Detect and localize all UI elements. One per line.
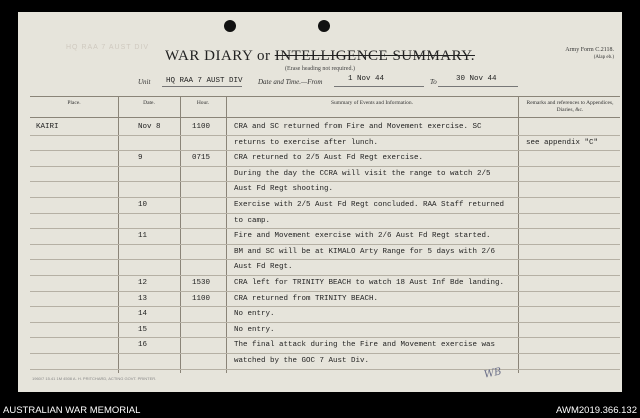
row-summary: The final attack during the Fire and Movement exercise was xyxy=(234,341,496,350)
page-title: WAR DIARY or INTELLIGENCE SUMMARY. xyxy=(165,48,475,64)
row-rule xyxy=(30,275,620,276)
row-date: 9 xyxy=(138,154,143,163)
row-hour: 1100 xyxy=(192,294,211,303)
to-label: To xyxy=(430,78,437,86)
row-summary: BM and SC will be at KIMALO Arty Range for 5 days with 2/6 xyxy=(234,247,496,256)
row-summary: Aust Fd Regt shooting. xyxy=(234,185,334,194)
row-date: 15 xyxy=(138,325,148,334)
punch-hole-left xyxy=(224,20,236,32)
army-form-label: Army Form C.2118. (Alap eb.) xyxy=(565,47,614,60)
row-rule xyxy=(30,166,620,167)
printer-line: 1960/7 15.41 1M 4508 A. H. PRITCHARD, ACTING GOVT. PRINTER. xyxy=(32,376,157,381)
row-rule xyxy=(30,306,620,307)
date-label: Date and Time.—From xyxy=(258,78,323,86)
row-summary: returns to exercise after lunch. xyxy=(234,138,379,147)
row-rule xyxy=(30,369,620,370)
row-remark: see appendix "C" xyxy=(526,138,599,147)
erase-note: (Erase heading not required.) xyxy=(285,66,355,72)
row-date: 10 xyxy=(138,201,148,209)
row-date: 12 xyxy=(138,279,148,287)
unit-value: HQ RAA 7 AUST DIV xyxy=(166,77,243,85)
row-summary: During the day the CCRA will visit the range to watch 2/5 xyxy=(234,169,491,178)
row-summary: No entry. xyxy=(234,310,275,319)
punch-hole-right xyxy=(318,20,330,32)
date-to: 30 Nov 44 xyxy=(456,75,497,83)
col-header-summary: Summary of Events and Information. xyxy=(330,100,414,106)
row-summary: CRA returned from TRINITY BEACH. xyxy=(234,294,379,303)
diary-sheet xyxy=(18,12,622,392)
row-summary: to camp. xyxy=(234,216,271,225)
row-date: 11 xyxy=(138,232,148,241)
row-date: Nov 8 xyxy=(138,123,161,131)
row-rule xyxy=(30,259,620,260)
row-hour: 1100 xyxy=(192,123,211,131)
col-header-remarks: Remarks and references to Appendices, Diaries, &c. xyxy=(526,100,614,113)
row-hour: 1530 xyxy=(192,279,211,287)
diary-table xyxy=(30,96,620,373)
row-rule xyxy=(30,291,620,292)
row-rule xyxy=(30,244,620,245)
handwritten-initials: WB xyxy=(483,366,503,381)
row-summary: No entry. xyxy=(234,325,275,334)
date-from: 1 Nov 44 xyxy=(348,75,385,83)
row-summary: Fire and Movement exercise with 2/6 Aust Fd Regt started. xyxy=(234,232,491,241)
row-rule xyxy=(30,135,620,136)
row-summary: Aust Fd Regt. xyxy=(234,263,293,272)
row-rule xyxy=(30,337,620,338)
row-date: 14 xyxy=(138,310,148,319)
row-summary: CRA returned to 2/5 Aust Fd Regt exercise. xyxy=(234,154,424,163)
faint-stamp: HQ RAA 7 AUST DIV xyxy=(66,44,150,51)
row-hour: 0715 xyxy=(192,154,211,163)
row-rule xyxy=(30,213,620,214)
row-rule xyxy=(30,228,620,229)
row-date: 16 xyxy=(138,341,148,350)
col-header-date: Date. xyxy=(143,100,155,106)
row-rule xyxy=(30,181,620,182)
footer-accession: AWM2019.366.132 xyxy=(556,405,637,416)
col-header-hour: Hour. xyxy=(196,100,210,106)
row-rule xyxy=(30,322,620,323)
row-rule xyxy=(30,150,620,151)
row-summary: watched by the GOC 7 Aust Div. xyxy=(234,357,370,365)
row-place: KAIRI xyxy=(36,123,59,131)
row-date: 13 xyxy=(138,294,148,303)
row-summary: Exercise with 2/5 Aust Fd Regt concluded. RAA Staff returned xyxy=(234,201,505,209)
row-rule xyxy=(30,353,620,354)
footer-source: AUSTRALIAN WAR MEMORIAL xyxy=(3,405,141,416)
row-summary: CRA and SC returned from Fire and Movement exercise. SC xyxy=(234,123,482,131)
unit-label: Unit xyxy=(138,78,151,86)
col-header-place: Place. xyxy=(67,100,81,106)
row-summary: CRA left for TRINITY BEACH to watch 18 Aust Inf Bde landing. xyxy=(234,279,505,287)
row-rule xyxy=(30,197,620,198)
